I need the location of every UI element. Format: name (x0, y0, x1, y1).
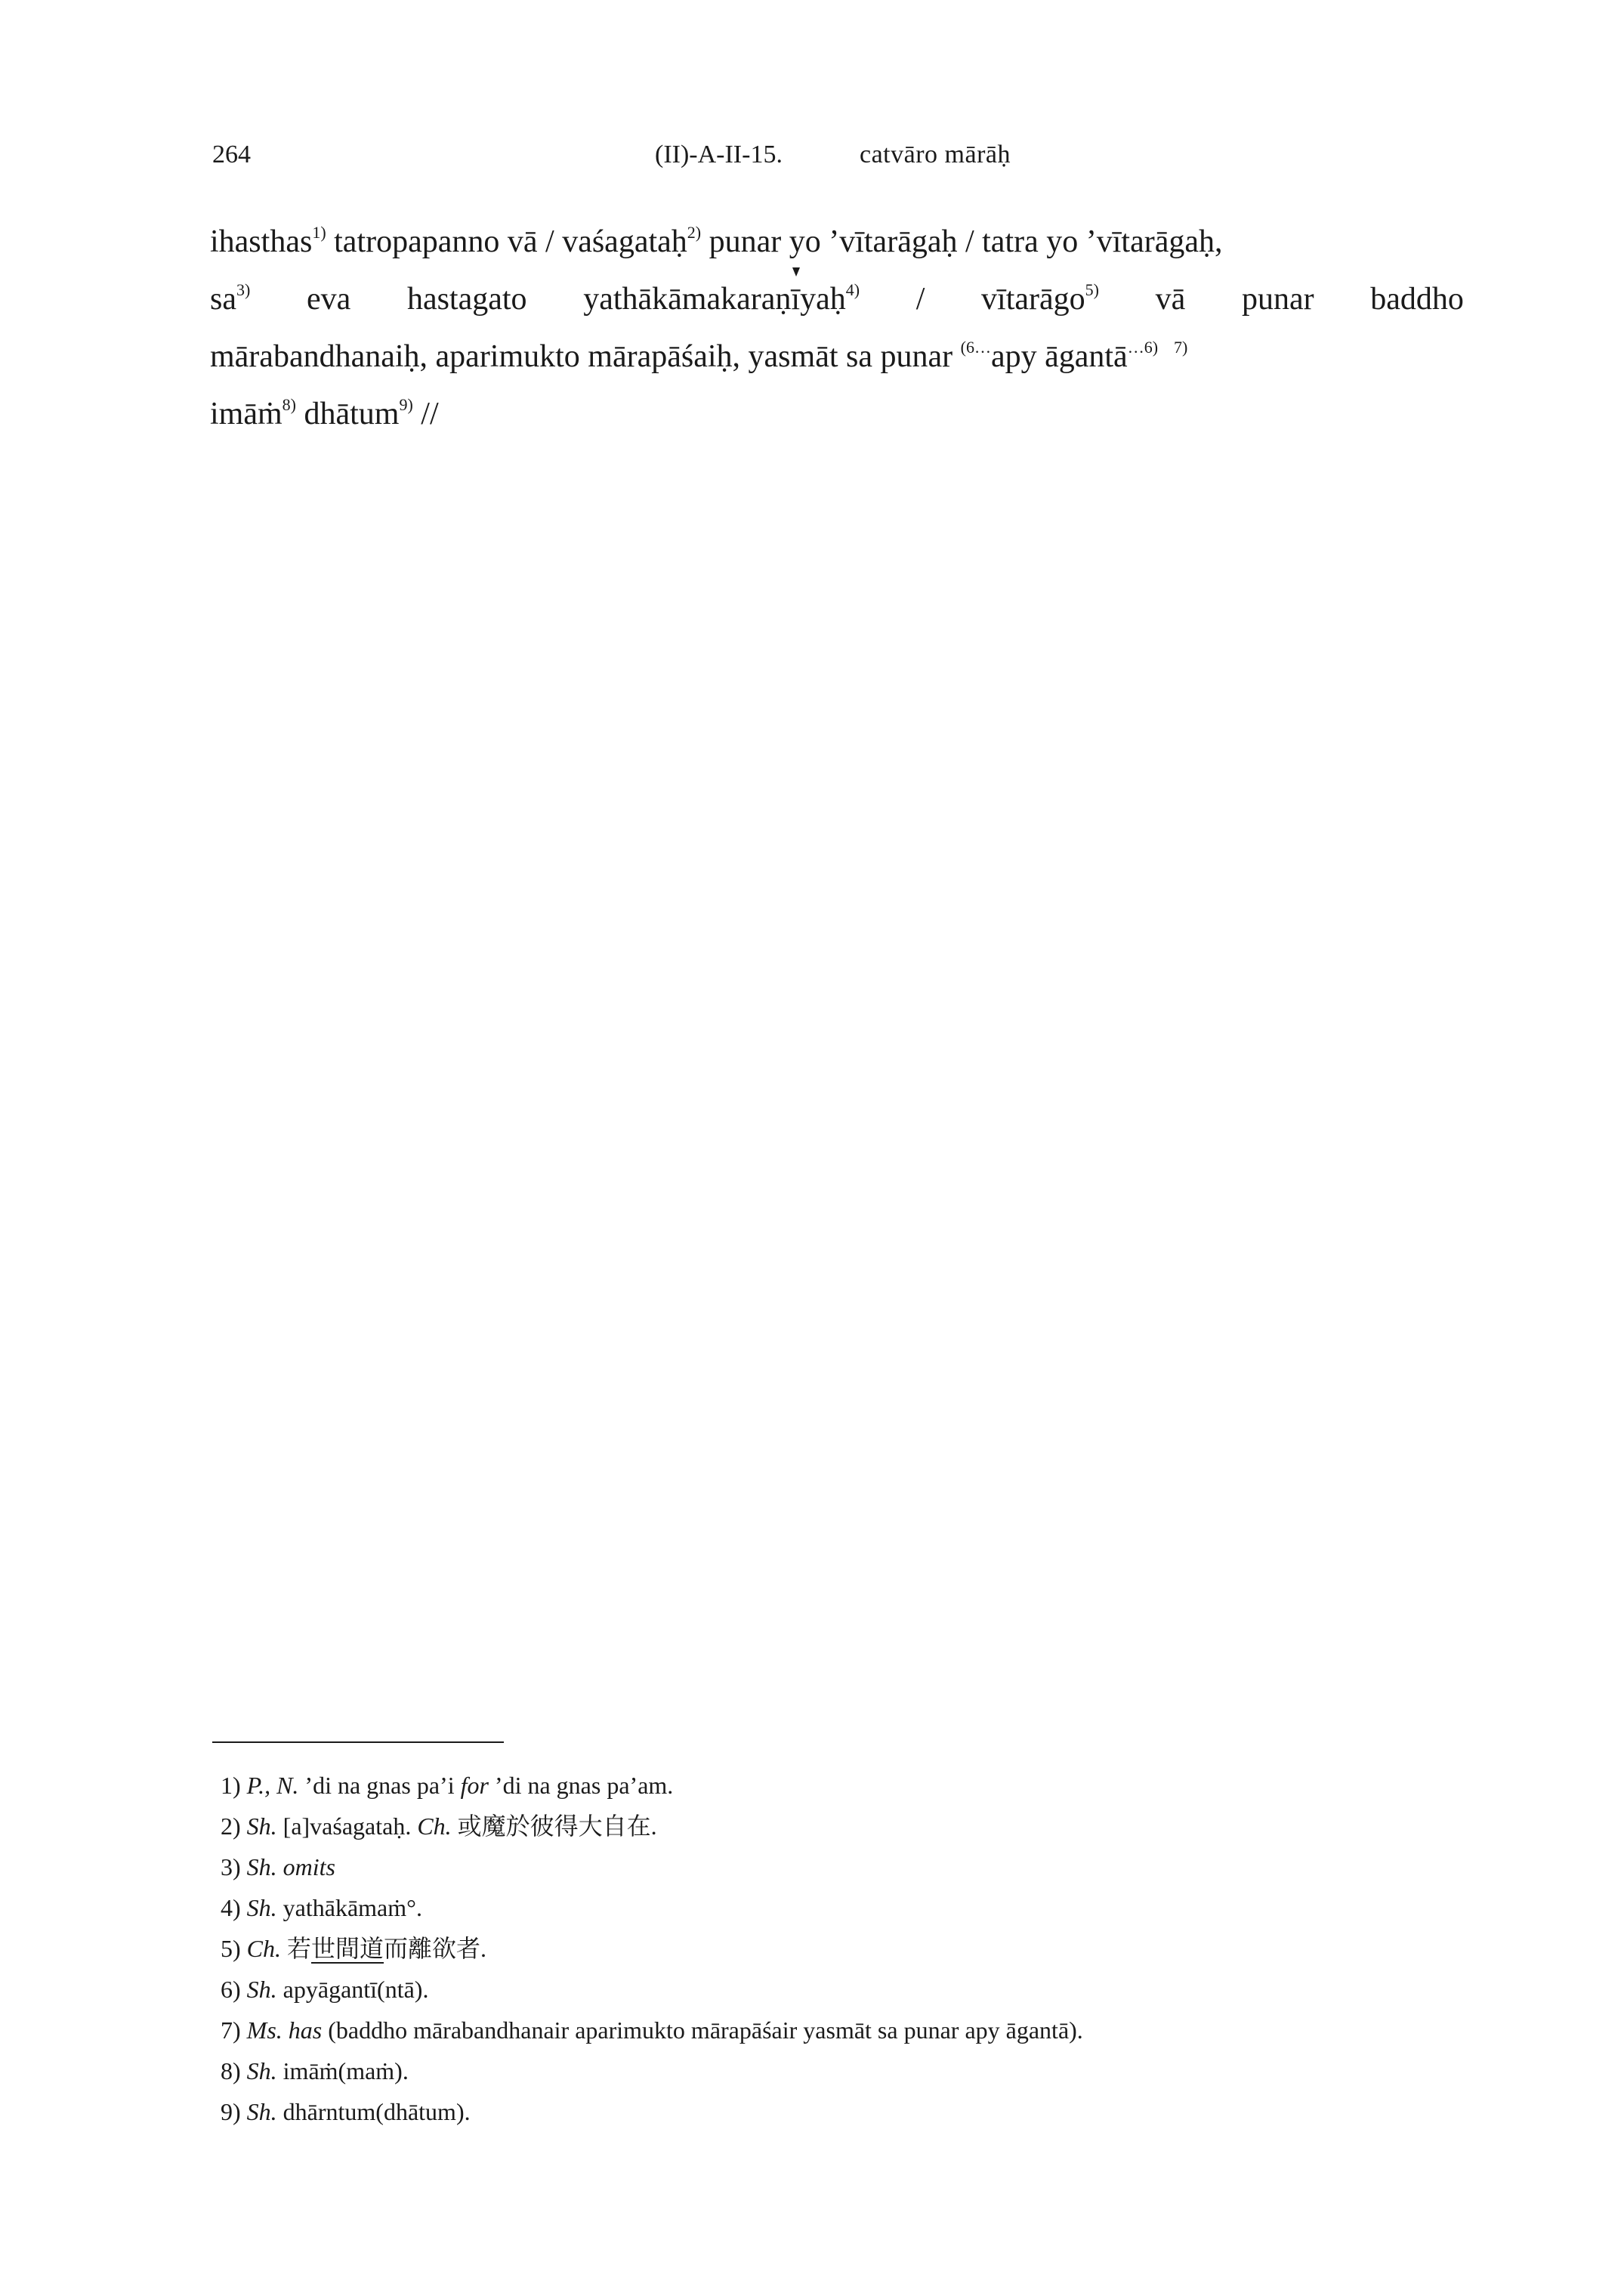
text-run: yathākāmakaraṇ (583, 282, 792, 317)
footnote-ref-4: 4) (845, 280, 860, 299)
footnote-ref-6-end: …6) (1127, 338, 1159, 357)
word: punar (1241, 282, 1314, 317)
footnote-6 (221, 1969, 1505, 2010)
footnote-9 (221, 2091, 1505, 2132)
word: / (915, 282, 925, 317)
footnote-ref-7: 7) (1174, 338, 1188, 357)
footnote-text: ’di na gnas pa’i (298, 1772, 461, 1799)
footnote-7 (221, 2010, 1505, 2050)
source-siglum: Sh. (246, 2098, 277, 2125)
footnote-text: ’di na gnas pa’am. (488, 1772, 674, 1799)
running-head (0, 141, 1624, 178)
word: vā (1155, 282, 1186, 317)
text-line-1 (210, 213, 1464, 270)
text-run: sa (210, 282, 236, 317)
footnote-number: 2) (221, 1812, 247, 1840)
source-siglum: Sh. (246, 1894, 277, 1921)
source-siglum: Sh. (246, 1812, 277, 1840)
footnotes (221, 1765, 1505, 2132)
footnote-2 (221, 1806, 1505, 1846)
word (210, 270, 250, 328)
source-siglum: Sh. (246, 2057, 277, 2084)
footnote-text: dhārntum(dhātum). (276, 2098, 471, 2125)
word (583, 270, 860, 328)
source-siglum: Ms. (246, 2016, 283, 2044)
footnote-number: 4) (221, 1894, 247, 1921)
header-title: catvāro mārāḥ (860, 141, 1011, 168)
source-siglum: Sh. (246, 1976, 277, 2003)
footnote-5 (221, 1928, 1505, 1969)
word: eva (306, 282, 351, 317)
text-run: imāṁ (210, 397, 283, 431)
word (981, 270, 1099, 328)
insertion-mark: ī (791, 270, 800, 328)
footnote-text: 若 (281, 1935, 312, 1962)
text-run: tatropapanno vā / vaśagataḥ (326, 224, 687, 259)
text-run: // (412, 397, 439, 431)
page-number: 264 (212, 141, 251, 168)
footnote-text: imāṁ(maṁ). (276, 2057, 409, 2084)
text-line-3 (210, 328, 1464, 385)
footnote-ref-2: 2) (687, 223, 702, 242)
source-siglum: Ch. (417, 1812, 452, 1840)
footnote-number: 1) (221, 1772, 247, 1799)
footnote-number: 5) (221, 1935, 247, 1962)
underlined-text: 世間道 (311, 1935, 384, 1962)
footnote-text (277, 1853, 283, 1880)
footnote-ref-9: 9) (399, 395, 413, 414)
text-run: apy āgantā (990, 339, 1128, 374)
footnote-text: 或魔於彼得大自在. (451, 1812, 657, 1840)
footnote-text: [a]vaśagataḥ. (276, 1812, 418, 1840)
footnote-number: 9) (221, 2098, 247, 2125)
footnote-italic: omits (283, 1853, 335, 1880)
text-run: mārabandhanaiḥ, aparimukto mārapāśaiḥ, yasmāt sa punar (210, 339, 961, 374)
footnote-italic: has (282, 2016, 323, 2044)
word: baddho (1370, 282, 1464, 317)
footnote-8 (221, 2050, 1505, 2091)
footnote-4 (221, 1887, 1505, 1928)
footnote-text: 而離欲者. (384, 1935, 487, 1962)
source-siglum: Ch. (246, 1935, 281, 1962)
word: hastagato (406, 282, 527, 317)
footnote-ref-5: 5) (1085, 280, 1099, 299)
footnote-text: yathākāmaṁ°. (276, 1894, 422, 1921)
main-text (210, 213, 1464, 443)
source-siglum: Sh. (246, 1853, 277, 1880)
source-siglum: P., N. (246, 1772, 299, 1799)
footnote-number: 3) (221, 1853, 247, 1880)
text-run: punar yo ’vītarāgaḥ / tatra yo ’vītarāgaḥ, (701, 224, 1223, 259)
footnote-ref-6-start: (6… (960, 338, 991, 357)
footnote-italic: for (460, 1772, 489, 1799)
footnote-1 (221, 1765, 1505, 1806)
footnote-text: (baddho mārabandhanair aparimukto mārapāśair yasmāt sa punar apy āgantā). (322, 2016, 1083, 2044)
section-id: (II)-A-II-15. (655, 141, 783, 168)
text-run: vītarāgo (981, 282, 1085, 317)
footnote-number: 6) (221, 1976, 247, 2003)
footnote-ref-3: 3) (236, 280, 251, 299)
footnote-3 (221, 1846, 1505, 1887)
footnote-text: apyāgantī(ntā). (276, 1976, 429, 2003)
footnote-ref-8: 8) (282, 395, 296, 414)
text-run: yaḥ (800, 282, 846, 317)
text-run: dhātum (295, 397, 400, 431)
line-1-content (210, 213, 1222, 270)
footnote-ref-1: 1) (312, 223, 326, 242)
text-line-4 (210, 385, 1464, 443)
footnote-number: 7) (221, 2016, 247, 2044)
text-run: ihasthas (210, 224, 313, 259)
footnote-number: 8) (221, 2057, 247, 2084)
text-line-2 (210, 270, 1464, 328)
footnote-divider (212, 1741, 504, 1743)
